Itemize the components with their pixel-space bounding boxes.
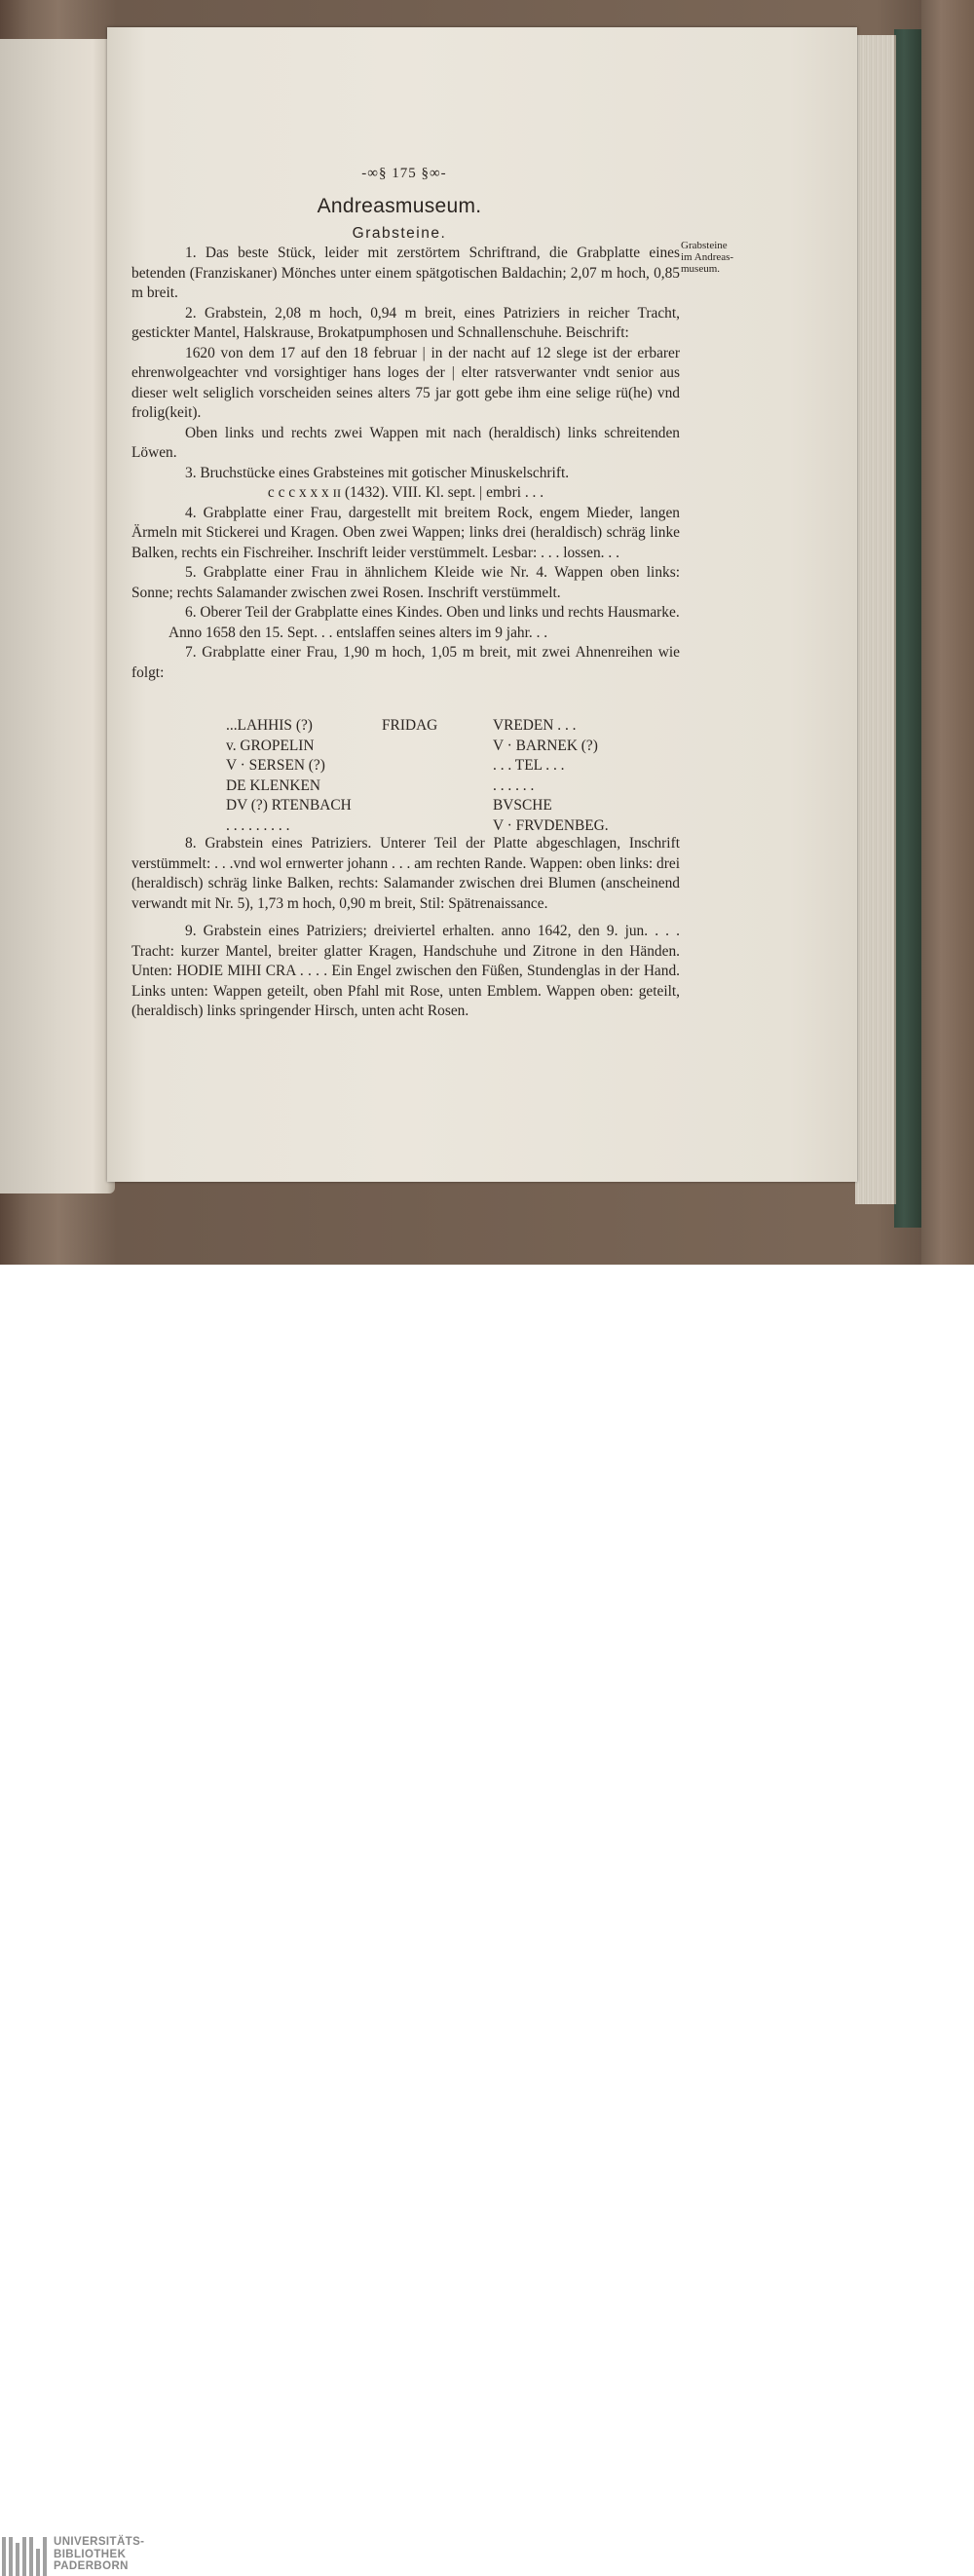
library-logo-icon: [2, 2537, 51, 2576]
inscription-line: c c c x x x ɪɪ (1432). VIII. Kl. sept. | embri . . .: [267, 484, 544, 501]
paragraph: 2. Grabstein, 2,08 m hoch, 0,94 m breit, eines Patriziers in reicher Tracht, gestickter Mantel, Halskrause, Brokatpumphosen und Schnallenschuhe. Beischrift:: [131, 304, 680, 341]
library-logo-text: [54, 2536, 144, 2573]
paragraph: 1. Das beste Stück, leider mit zerstörtem Schriftrand, die Grabplatte eines betenden (Franziskaner) Mönches unter einem spätgotischen Baldachin; 2,07 m hoch, 0,85 m breit.: [131, 245, 680, 301]
ancestor-name: V · SERSEN (?): [226, 757, 325, 774]
page-title: Andreasmuseum.: [317, 195, 482, 217]
paragraph: 4. Grabplatte einer Frau, dargestellt mit breitem Rock, engem Mieder, langen Ärmeln mit Stickerei und Kragen. Oben zwei Wappen; links drei (heraldisch) schräg linke Balken, rechts ein Fischreiher. Inschrift leider verstümmelt. Lesbar: . . . lossen. . .: [131, 504, 680, 561]
ancestor-name: FRIDAG: [382, 717, 438, 734]
logo-line: BIBLIOTHEK: [54, 2548, 127, 2560]
running-head: -∞§ 175 §∞-: [361, 166, 447, 181]
section-subtitle: Grabsteine.: [352, 225, 447, 242]
paragraph: 7. Grabplatte einer Frau, 1,90 m hoch, 1,05 m breit, mit zwei Ahnenreihen wie folgt:: [131, 644, 680, 681]
ancestor-name: . . . . . . . . .: [226, 816, 290, 834]
inscription-line: Anno 1658 den 15. Sept. . . entslaffen seines alters im 9 jahr. . .: [169, 624, 548, 641]
ancestor-column-right: [493, 716, 609, 836]
footer: [0, 1265, 974, 2572]
body-text-top: [131, 244, 680, 683]
inscription-paragraph: 1620 von dem 17 auf den 18 februar | in der nacht auf 12 slege ist der erbarer ehrenwolgeachter vnd vorsightiger hans loges der | elter ratsverwanter vndt senior aus dieser welt seliglich vorscheiden seines alters 75 jar gott gebe ihm eine selige rü(he) vnd frolig(keit).: [131, 344, 680, 421]
margin-note: [681, 240, 768, 275]
ancestor-name: V · BARNEK (?): [493, 737, 598, 754]
paragraph: 8. Grabstein eines Patriziers. Unterer Teil der Platte abgeschlagen, Inschrift verstümmelt: . . .vnd wol ernwerter johann . . . am rechten Rande. Wappen: oben links: drei (heraldisch) schräg linke Balken, rechts: Salamander zwischen drei Blumen (anscheinend verwandt mit Nr. 5), 1,73 m hoch, 0,90 m breit, Stil: Spätrenaissance.: [131, 835, 680, 912]
margin-note-line: Grabsteine: [681, 240, 728, 251]
margin-note-line: museum.: [681, 263, 721, 275]
page-content: [0, 0, 974, 1265]
paragraph: 9. Grabstein eines Patriziers; dreiviertel erhalten. anno 1642, den 9. jun. . . . Tracht: kurzer Mantel, breiter glatter Kragen, Handschuhe und Zitrone in den Händen. Unten: HODIE MIHI CRA . . . . Ein Engel zwischen den Füßen, Stundenglas in der Hand. Links unten: Wappen geteilt, oben Pfahl mit Rose, unten Emblem. Wappen oben: geteilt, (heraldisch) links springender Hirsch, unten acht Rosen.: [131, 923, 680, 1019]
paragraph: Oben links und rechts zwei Wappen mit nach (heraldisch) links schreitenden Löwen.: [131, 424, 680, 461]
ancestor-name: . . . . . .: [493, 777, 535, 794]
ancestor-name: BVSCHE: [493, 797, 552, 814]
ancestor-name: v. GROPELIN: [226, 737, 315, 754]
ancestor-name: ...LAHHIS (?): [226, 717, 313, 734]
margin-note-line: im Andreas-: [681, 251, 734, 263]
ancestor-column-middle: [382, 716, 437, 737]
logo-line: PADERBORN: [54, 2560, 129, 2572]
ancestor-name: DV (?) RTENBACH: [226, 797, 352, 814]
ancestor-name: VREDEN . . .: [493, 717, 577, 734]
paragraph: 3. Bruchstücke eines Grabsteines mit gotischer Minuskelschrift.: [185, 464, 570, 481]
ancestor-column-left: [226, 716, 352, 836]
ancestor-name: V · FRVDENBEG.: [493, 816, 609, 834]
logo-line: UNIVERSITÄTS-: [54, 2536, 145, 2548]
body-text-bottom: [131, 834, 680, 1022]
paragraph: 6. Oberer Teil der Grabplatte eines Kindes. Oben und links und rechts Hausmarke.: [185, 604, 680, 621]
ancestor-name: . . . TEL . . .: [493, 757, 565, 774]
ancestor-name: DE KLENKEN: [226, 777, 321, 794]
paragraph: 5. Grabplatte einer Frau in ähnlichem Kleide wie Nr. 4. Wappen oben links: Sonne; rechts Salamander zwischen zwei Rosen. Inschrift verstümmelt.: [131, 564, 680, 601]
